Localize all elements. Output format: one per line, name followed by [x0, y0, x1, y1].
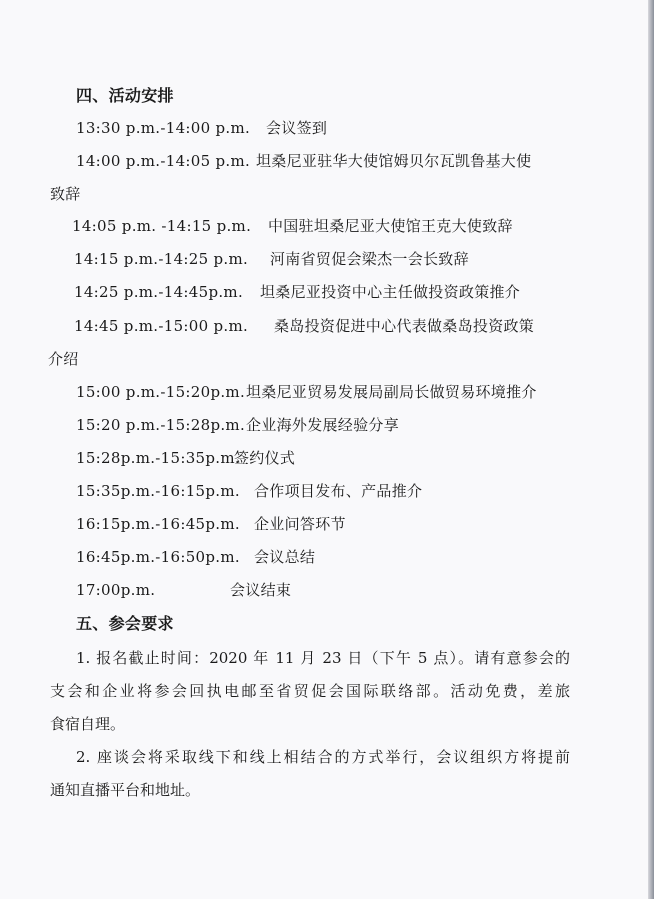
schedule-row — [76, 151, 531, 171]
schedule-row — [76, 580, 291, 600]
schedule-time: 14:45 p.m.-15:00 p.m. — [74, 317, 249, 335]
schedule-time: 15:20 p.m.-15:28p.m. — [76, 416, 246, 434]
schedule-event: 企业问答环节 — [254, 515, 346, 533]
schedule-time: 14:25 p.m.-14:45p.m. — [74, 283, 244, 301]
schedule-row — [76, 547, 315, 567]
schedule-row — [76, 415, 399, 435]
schedule-time: 15:00 p.m.-15:20p.m. — [76, 383, 246, 401]
schedule-event: 河南省贸促会梁杰一会长致辞 — [270, 250, 469, 268]
section-heading-requirements: 五、参会要求 — [76, 614, 174, 633]
schedule-row — [76, 514, 346, 534]
schedule-event: 会议签到 — [266, 119, 328, 137]
schedule-row — [74, 282, 520, 302]
schedule-row-continuation: 介绍 — [48, 350, 79, 368]
requirement-2-line: 2. 座谈会将采取线下和线上相结合的方式举行，会议组织方将提前 — [76, 748, 570, 766]
schedule-event: 坦桑尼亚贸易发展局副局长做贸易环境推介 — [246, 383, 537, 401]
schedule-time: 13:30 p.m.-14:00 p.m. — [76, 119, 251, 137]
requirement-1-line: 食宿自理。 — [50, 715, 126, 733]
schedule-event: 签约仪式 — [234, 449, 296, 467]
schedule-time: 17:00p.m. — [76, 581, 156, 599]
requirement-1-line: 支会和企业将参会回执电邮至省贸促会国际联络部。活动免费，差旅 — [50, 682, 570, 700]
schedule-time: 15:28p.m.-15:35p.m. — [76, 449, 240, 467]
schedule-event: 坦桑尼亚投资中心主任做投资政策推介 — [260, 283, 521, 301]
schedule-row — [76, 118, 327, 138]
schedule-time: 16:45p.m.-16:50p.m. — [76, 548, 240, 566]
schedule-event: 坦桑尼亚驻华大使馆姆贝尔瓦凯鲁基大使 — [256, 152, 532, 170]
schedule-row — [76, 481, 422, 501]
schedule-time: 14:00 p.m.-14:05 p.m. — [76, 152, 251, 170]
schedule-event: 中国驻坦桑尼亚大使馆王克大使致辞 — [268, 217, 513, 235]
requirement-2-line: 通知直播平台和地址。 — [50, 781, 201, 799]
schedule-event: 会议结束 — [230, 581, 292, 599]
schedule-event: 桑岛投资促进中心代表做桑岛投资政策 — [274, 317, 535, 335]
scan-page-edge — [648, 0, 654, 899]
requirement-1-line: 1. 报名截止时间：2020 年 11 月 23 日（下午 5 点）。请有意参会的 — [76, 649, 570, 667]
schedule-event: 企业海外发展经验分享 — [246, 416, 400, 434]
schedule-row — [74, 249, 469, 269]
schedule-event: 会议总结 — [254, 548, 316, 566]
schedule-row — [76, 448, 295, 468]
schedule-time: 14:15 p.m.-14:25 p.m. — [74, 250, 249, 268]
schedule-row — [74, 316, 534, 336]
schedule-row — [76, 382, 537, 402]
schedule-time: 16:15p.m.-16:45p.m. — [76, 515, 240, 533]
section-heading-schedule: 四、活动安排 — [76, 86, 174, 105]
schedule-time: 14:05 p.m. -14:15 p.m. — [72, 217, 252, 235]
schedule-time: 15:35p.m.-16:15p.m. — [76, 482, 240, 500]
schedule-row — [72, 216, 513, 236]
schedule-row-continuation: 致辞 — [50, 185, 81, 203]
schedule-event: 合作项目发布、产品推介 — [254, 482, 423, 500]
